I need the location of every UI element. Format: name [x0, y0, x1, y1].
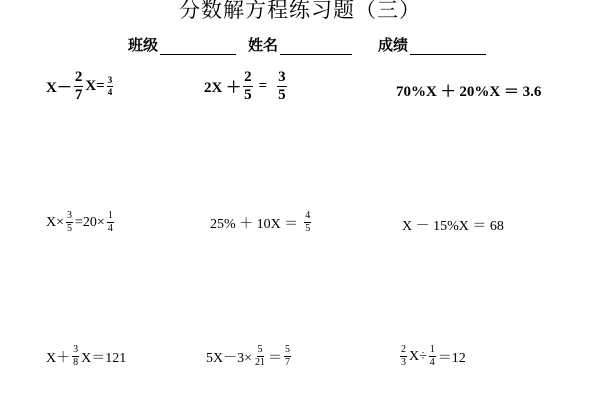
equation-r1c1 [46, 70, 115, 103]
equation-text: X － 15%X ＝ 68 [402, 219, 504, 234]
equation-r1c3 [396, 80, 541, 101]
fraction [72, 345, 79, 368]
score-field [378, 35, 486, 55]
equation-text: =20× [75, 214, 105, 230]
equation-text: 5X－3× [206, 350, 253, 366]
fraction-numerator: 3 [278, 69, 286, 85]
fraction-denominator: 8 [73, 357, 79, 368]
fraction-numerator: 3 [73, 344, 79, 355]
class-field [128, 35, 236, 55]
fraction [107, 76, 114, 97]
equation-text: 25% ＋ 10X ＝ [210, 216, 299, 232]
fraction-numerator: 5 [257, 344, 263, 355]
equation-r2c3 [402, 215, 504, 235]
fraction-denominator: 5 [244, 87, 252, 103]
fraction-numerator: 3 [67, 210, 73, 221]
fraction [304, 211, 311, 234]
equation-text: X＝121 [81, 350, 127, 366]
equation-text: = [258, 78, 268, 94]
score-blank[interactable] [410, 38, 486, 55]
fraction-denominator: 4 [107, 223, 113, 234]
equation-r2c2 [210, 211, 313, 234]
fraction [243, 70, 253, 103]
fraction-numerator: 3 [107, 75, 113, 85]
fraction [107, 211, 114, 234]
fraction-denominator: 3 [401, 357, 406, 368]
fraction-denominator: 7 [285, 357, 291, 368]
fraction-denominator: 5 [305, 223, 311, 234]
equation-r3c2 [206, 345, 293, 368]
equation-r1c2 [204, 70, 289, 103]
equation-r3c3 [398, 345, 466, 368]
name-field [248, 35, 352, 55]
equation-text: ＝12 [437, 350, 466, 366]
fraction-denominator: 21 [255, 357, 266, 368]
name-label: 姓名 [248, 36, 279, 54]
equation-text: X= [85, 78, 105, 94]
equation-text: X－ [46, 80, 72, 96]
score-label: 成绩 [378, 36, 409, 54]
fraction-numerator: 2 [244, 69, 252, 85]
equation-text: ＝ [268, 350, 283, 366]
fraction-denominator: 5 [278, 87, 286, 103]
fraction-numerator: 4 [305, 210, 311, 221]
equation-text: X＋ [46, 350, 71, 366]
fraction-numerator: 2 [401, 344, 406, 355]
equation-r3c1 [46, 345, 126, 368]
fraction [277, 70, 287, 103]
fraction [284, 345, 291, 368]
fraction [74, 70, 84, 103]
class-label: 班级 [128, 36, 159, 54]
page-title: 分数解方程练习题（三） [179, 0, 421, 22]
fraction [66, 211, 73, 234]
fraction-denominator: 4 [429, 357, 435, 368]
equation-text: 70%X ＋ 20%X ＝ 3.6 [396, 84, 542, 100]
fraction-numerator: 5 [285, 344, 291, 355]
equation-text: X÷ [409, 348, 427, 364]
fraction-numerator: 1 [107, 210, 113, 221]
fraction [429, 345, 436, 368]
fraction-denominator: 4 [107, 87, 113, 97]
fraction-denominator: 7 [74, 87, 83, 103]
equation-r2c1 [46, 211, 116, 234]
name-blank[interactable] [280, 38, 352, 55]
fraction-denominator: 5 [67, 223, 73, 234]
fraction [400, 345, 407, 368]
class-blank[interactable] [160, 38, 236, 55]
fraction [254, 345, 266, 368]
equation-text: 2X ＋ [204, 80, 242, 96]
equation-text: X× [46, 214, 65, 230]
fraction-numerator: 2 [74, 69, 83, 85]
fraction-numerator: 1 [429, 344, 435, 355]
